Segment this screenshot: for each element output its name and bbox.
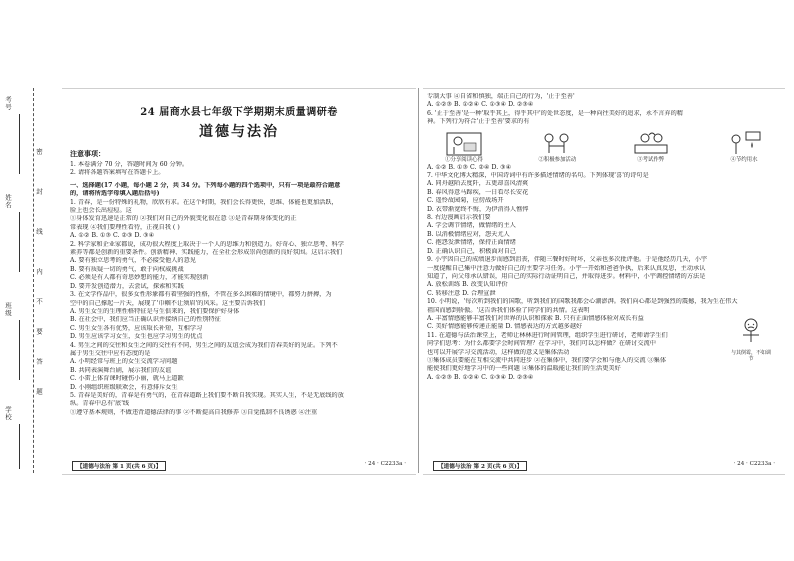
question-text-line: A. 要有独立思考的勇气，不必接受他人的意见 [70,257,196,265]
blank-xuexiao[interactable] [19,424,20,469]
question-text-line: 神。下列行为符合'止于至善'要求的有 [427,118,530,126]
question-block-q7-q8 [423,172,785,256]
question-text-line: D. 要开发创造潜力，去尝试，探索和实践 [70,282,184,290]
q6-picture-1 [433,129,495,164]
seal-word: 封 [35,188,43,195]
seal-word: 要 [35,328,43,335]
subject-title: 道德与法治 [199,124,279,140]
question-block-right-top [423,93,785,127]
question-text-line: A. 小明经常与班上的女生交流学习问题 [70,358,178,366]
activity-illustration-icon [537,129,577,157]
blank-kaohao[interactable] [19,114,20,174]
question-text-line: A. 学会调节情绪，做情绪的主人 [427,222,516,230]
section-title-cont: 的，请将所选字母填入题后括号) [70,190,160,198]
question-text-line: 7. 中华文化博大精深，中国诗词中有许多描述情绪的名句。下列体现'喜'的诗句是 [427,172,649,180]
seal-word: 内 [35,268,43,275]
question-text-line: 属于男生交往中应有态度的是 [70,349,151,357]
question-text-line: C. 遥怜故园菊，应傍战场开 [427,197,504,205]
question-text-line: 8. 右边漫画启示我们要 [427,214,491,222]
question-text-line: C. 转移注意 D. 合理宣泄 [427,289,496,297]
q8-cartoon [729,316,773,362]
q6-picture-row [423,127,785,164]
q6-picture-4 [713,129,775,164]
question-text-line: 也可以开展学习交流活动，这样做的意义是集体活动 [427,348,570,356]
question-text-line: A. 同舟越陌去度阡，五更却喜风清爽 [427,180,529,188]
question-text-line: 一度提醒自己集中注意力做好自己的主要学习任务。小宇一开始和爸爸争执，后来认真反思，主动承认 [427,264,706,272]
footer-page-label: 【道德与法治 第 1 页(共 6 页)】 [72,461,166,471]
question-text-line: A. ①② B. ①③ C. ②③ D. ③④ [70,232,155,240]
question-text-line: A. 男生女生的生理性格特征是与生俱来的，我们要保护好身体 [70,307,240,315]
question-text-line: 3. 在文学作品中，很多女性形象都有着坚强的性格，不管在多么困难的情境中，都努力拼搏，为 [70,291,332,299]
label-kaohao: 考号 [4,96,12,111]
question-text-line: D. 衣带渐宽终不悔，为伊消得人憔悴 [427,205,529,213]
question-text-line: A. ①②③ B. ①②④ C. ①③④ D. ②③④ [427,373,534,381]
question-text-line: C. 必须是有人都有奇思妙想的能力，才能实现创新 [70,274,209,282]
question-text-line: D. 正确认识自己，积极面对自己 [427,247,517,255]
blank-banji[interactable] [19,320,20,380]
q6-caption-4: ④节约用水 [730,156,758,163]
question-text-line: 常表现 ④我们要理性看待，正视自我 ( ) [70,223,180,231]
question-text-line: 1. 青春，是一份特殊的礼物，欣欣有求。在这个时期，我们会长得更快，思维、体能也更加活跃， [70,198,338,206]
question-text-line: D. 男生应该学习女生，女生也应学习男生的优点 [70,333,203,341]
section-title: 一、选择题(17 小题，每小题 2 分，共 34 分。下列每小题的四个选项中，只有一项是最符合题意 [70,181,341,189]
note-line: 2. 请将各题答案填写在答题卡上。 [70,169,165,177]
question-text-line: 10. 小明说，'每次听到我们的国歌，听到我们的国歌我都会心潮澎湃。我们向心都是到强烈的震撼，我为生在伟大 [427,298,738,306]
page-divider [418,88,419,473]
question-text-line: ①集体成员要能在互相交流中共同进步 ②在集体中，我们要学会和与他人的交流 ③集体 [427,356,667,364]
seal-word: 题 [35,388,43,395]
question-text-line: 脸上也会长出痘痘。这 [70,207,132,215]
reading-illustration-icon [444,129,484,157]
q6-caption-3: ③考试作弊 [637,156,665,163]
question-text-line: C. 小雷上体育课时碰伤小丽，就马上道歉 [70,375,184,383]
question-text-line: ①遵守基本规则，不做违背道德法律的事 ②不断提高自我修养 ③自觉抵制不良诱惑 ④注重 [70,408,318,416]
question-text-line: 2. 科学家和企业家都说，成功很大程度上取决于一个人的思维力和创造力。好奇心、独立思考、科学 [70,240,344,248]
question-text-line: B. 春风得意马蹄疾，一日看尽长安花 [427,188,529,196]
question-text-line: A. 丰富情感能够丰富我们对世界的认识和探索 B. 只有正面情感体验对成长有益 [427,314,644,322]
question-text-line: 空中的自己撑起一片天，展现了'巾帼不让须眉'的风采。这主要告诉我们 [70,299,266,307]
exam-page-2 [423,88,785,475]
question-text-line: 纵。青春中总有'底'线 [70,400,130,408]
label-xingming: 姓名 [4,194,12,209]
question-text-line: C. 男生女生各有优势，应该取长补短，互相学习 [70,324,203,332]
page-footer [423,461,785,471]
seal-word: 不 [35,298,43,305]
seal-word: 答 [35,358,43,365]
question-text-line: C. 抱怨发泄情绪，保持正面情绪 [427,239,516,247]
question-text-line: 5. 青春是美好的，青春是有勇气的，在青春道路上我们要不断自我实现。其实人生，不是无底线的放 [70,391,344,399]
question-text-line: 祖国而感到骄傲。'这告诉我们体验了同学们的共情。这表明 [427,306,590,314]
note-line: 1. 本卷满分 70 分，答题时间为 60 分钟。 [70,161,189,168]
q6-picture-3 [620,129,682,164]
question-block-left [62,199,416,418]
question-text-line: C. 美好情感能够传递正能量 D. 情感表达的方式越多越好 [427,323,583,331]
question-text-line: D. 小刚组织班级联欢会，有意排斥女生 [70,383,178,391]
exam-title: 24 届商水县七年级下学期期末质量调研卷 [140,107,338,118]
question-text-line: 同学们思考：为什么都要学会时间管理？在学习中，我们可以怎样做？在研讨交流中 [427,340,656,348]
question-text-line: B. 在社会中，我们应当正确认识并接纳自己的性别特征 [70,316,221,324]
seal-word: 线 [35,228,43,235]
cartoon-caption: 与其倒霉，不如调节 [730,350,771,362]
footer-page-label: 【道德与法治 第 2 页(共 6 页)】 [433,461,527,471]
page-footer [62,461,416,471]
question-text-line: 专制大事 ④自省和慎独，端正自己的行为，'止于至善' [427,93,575,100]
question-block-q9 [423,256,785,298]
seal-line [33,88,34,473]
question-text-line: 11. 在道德与法治课堂上，老师让林林进行时间管理，组织学生进行研讨，老师请学生们 [427,331,668,339]
q6-answer-options: A. ①② B. ①③ C. ②④ D. ③④ [427,163,512,171]
question-text-line: B. 要有质疑一切的勇气，敢于向权威挑战 [70,265,184,273]
question-text-line: A. 放松训练 B. 改变认知评价 [427,281,508,289]
footer-code: · 24 · C2233a · [364,461,406,467]
notes-heading: 注意事项： [70,149,105,158]
q6-picture-2 [526,129,588,164]
save-water-illustration-icon [724,129,764,157]
question-text-line: 能使我们更好地学习中的一些问题 ④集体的温暖能让我们的生活更美好 [427,365,621,373]
question-text-line: B. 以消极情绪应对，怨天尤人 [427,230,510,238]
q6-caption-1: ①分享阅读心得 [445,156,483,163]
question-text-line: ①身体发育迅速是正常的 ②我们对自己的外貌变化很在意 ③是青春期身体变化的正 [70,215,297,223]
question-text-line: A. ①②③ B. ①②④ C. ①③④ D. ②③④ [427,101,534,109]
exam-cheat-illustration-icon [631,129,671,157]
q6-caption-2: ②积极参加活动 [538,156,577,163]
question-text-line: 9. 小宇因自己的成绩退步而感到沮丧，伴随三餐时好时坏，父亲也多次批评他。于是他经历几天，小宇 [427,256,708,264]
label-xuexiao: 学校 [4,406,12,421]
exam-page-1 [62,88,416,475]
cartoon-figure-icon [733,316,769,346]
label-banji: 班级 [4,302,12,317]
question-text-line: 素养等都是创新的重要条件。创新精神、实践能力，在全社会形成崇尚创新的良好氛围。这启示我们 [70,249,343,257]
footer-code: · 24 · C2233a · [733,461,775,467]
question-text-line: 6. '止于至善'是一种'取乎其上，得乎其中'的处世态度，是一种向往美好的追求，永不言弃的精 [427,109,683,117]
question-text-line: 4. 男生之间的交往和女生之间的交往有不同，男生之间的友谊会成为我们青春美好的见证。下列不 [70,341,338,349]
binding-margin [0,88,62,473]
question-text-line: B. 共同表演舞台剧，展示我们的友谊 [70,366,172,374]
blank-xingming[interactable] [19,212,20,272]
seal-word: 密 [35,148,43,155]
question-text-line: 知道了，向父母承认错误，用自己的实际行动证明自己，并取得进步。材料中，小宇调控情绪的方法是 [427,272,706,280]
